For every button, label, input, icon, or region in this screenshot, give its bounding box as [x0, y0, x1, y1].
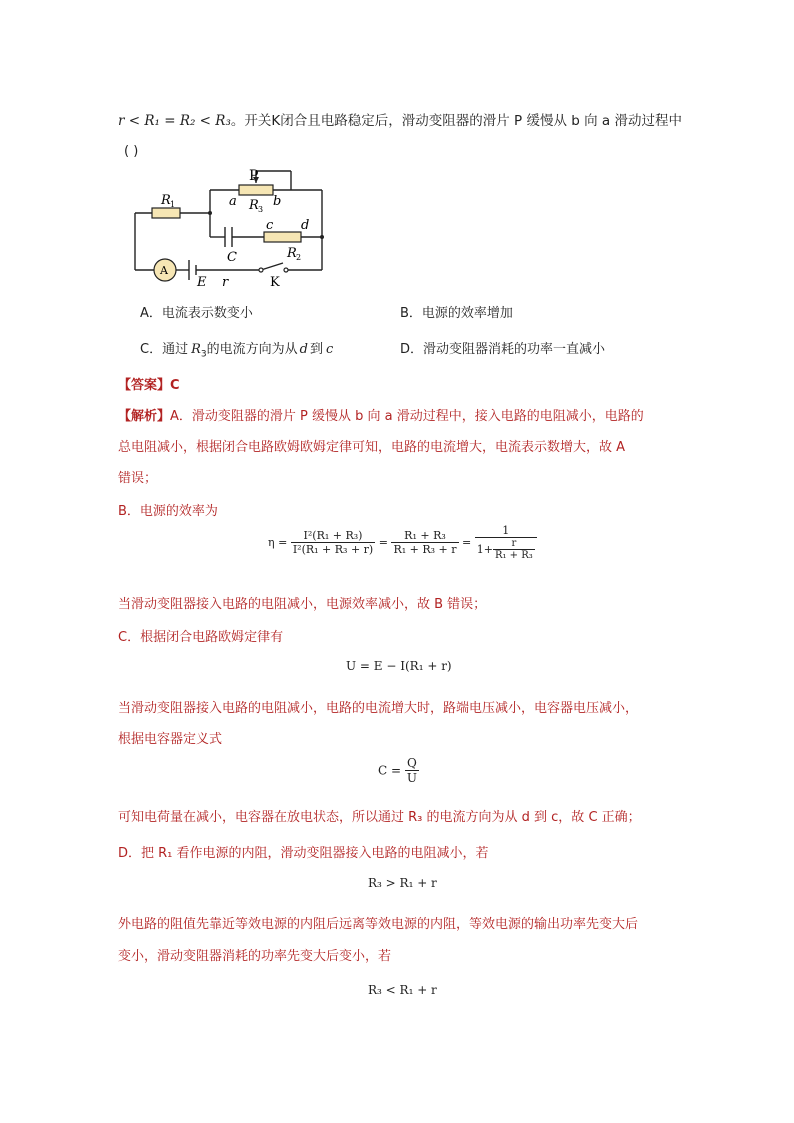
- option-c: C．通过 $R_3$的电流方向为从 d 到 c: [140, 342, 334, 360]
- svg-text:1: 1: [170, 200, 176, 209]
- analysis-c-line2: 当滑动变阻器接入电路的电阻减小，电路的电流增大时，路端电压减小，电容器电压减小，: [118, 701, 639, 716]
- stem-relation: r < R₁ = R₂ < R₃: [118, 113, 231, 129]
- answer-blank: ( ): [124, 144, 139, 159]
- svg-text:a: a: [229, 194, 237, 209]
- svg-text:c: c: [266, 218, 274, 233]
- d-inequality-1: R₃ > R₁ + r: [368, 876, 437, 890]
- svg-text:R: R: [161, 193, 171, 208]
- svg-text:R: R: [287, 246, 297, 261]
- question-stem: [118, 109, 682, 129]
- voltage-equation: U = E − I(R₁ + r): [346, 659, 452, 673]
- svg-text:3: 3: [258, 205, 264, 214]
- analysis-d-line2: 外电路的阻值先靠近等效电源的内阻后远离等效电源的内阻，等效电源的输出功率先变大后: [118, 917, 639, 932]
- d-inequality-2: R₃ < R₁ + r: [368, 983, 437, 997]
- analysis-b-line2: 当滑动变阻器接入电路的电阻减小，电源效率减小，故 B 错误；: [118, 597, 487, 612]
- svg-text:E: E: [197, 275, 207, 290]
- analysis-a-line3: 错误；: [118, 471, 158, 486]
- svg-text:b: b: [273, 194, 282, 209]
- analysis-c-line1: C．根据闭合电路欧姆定律有: [118, 630, 284, 645]
- answer: [118, 374, 180, 393]
- circuit-diagram: [125, 165, 335, 290]
- resistor-r2: [264, 232, 301, 242]
- svg-text:P: P: [249, 168, 259, 184]
- analysis-d-line3: 变小，滑动变阻器消耗的功率先变大后变小，若: [118, 949, 392, 964]
- svg-text:2: 2: [296, 253, 302, 262]
- answer-value: C: [170, 378, 180, 393]
- svg-text:R: R: [249, 198, 259, 213]
- resistor-r1: [152, 208, 180, 218]
- capacitance-equation: C = $\frac{Q}{U}$: [378, 756, 418, 785]
- svg-text:C: C: [227, 250, 237, 265]
- option-d: D．滑动变阻器消耗的功率一直减小: [400, 342, 606, 357]
- analysis-a-line2: 总电阻减小，根据闭合电路欧姆欧姆定律可知，电路的电流增大，电流表示数增大，故 A: [118, 440, 626, 455]
- analysis-d-line1: D．把 R₁ 看作电源的内阻，滑动变阻器接入电路的电阻减小，若: [118, 846, 489, 861]
- stem-text: 。开关K闭合且电路稳定后，滑动变阻器的滑片 P 缓慢从 b 向 a 滑动过程中: [230, 113, 682, 129]
- svg-text:r: r: [222, 275, 229, 290]
- svg-text:K: K: [270, 275, 280, 290]
- answer-label: 【答案】: [118, 378, 171, 393]
- analysis-c-line4: 可知电荷量在减小，电容器在放电状态，所以通过 R₃ 的电流方向为从 d 到 c，故 C 正确；: [118, 810, 641, 825]
- option-a: A．电流表示数变小: [140, 306, 253, 321]
- analysis-c-line3: 根据电容器定义式: [118, 732, 223, 747]
- analysis-a-line1: 【解析】A．滑动变阻器的滑片 P 缓慢从 b 向 a 滑动过程中，接入电路的电阻减小，电路的: [118, 409, 644, 424]
- svg-text:A: A: [160, 264, 168, 277]
- analysis-b-line1: B．电源的效率为: [118, 504, 218, 519]
- resistor-r3: [239, 185, 273, 195]
- efficiency-equation: η = $\frac{\text{I²(R₁ + R₃)}}{\text{I²(R₁ + R₃ + r)}}$ = $\frac{\text{R₁ + R₃}}{\text{R₁ + R₃ + r}}$ = 1 1+ $\frac{r}{\text{R₁ + R₃}}$: [268, 524, 537, 561]
- option-b: B．电源的效率增加: [400, 306, 513, 321]
- svg-text:d: d: [301, 218, 310, 233]
